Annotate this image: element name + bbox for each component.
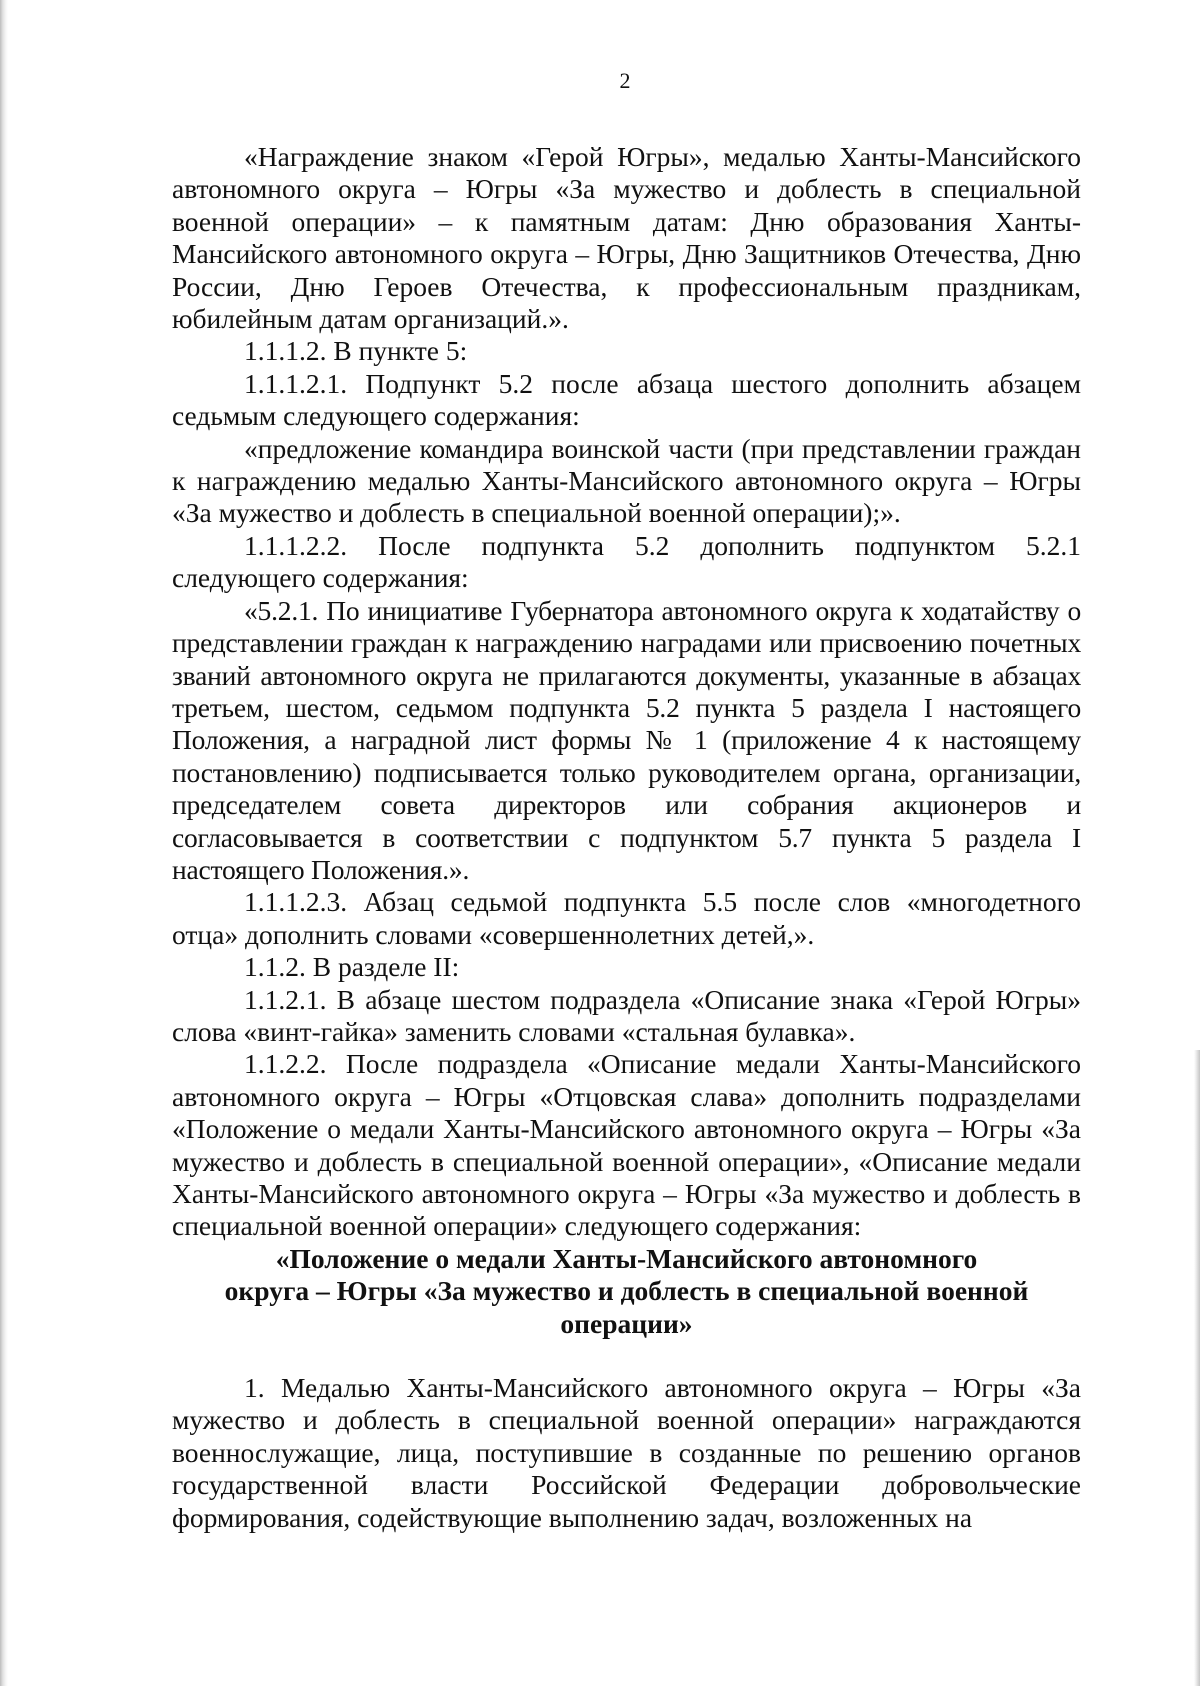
section-heading-line-1: «Положение о медали Ханты-Мансийского автономного	[275, 1242, 978, 1274]
paragraph-1-1-2-2: 1.1.2.2. После подраздела «Описание медали Ханты-Мансийского автономного округа – Югры «Отцовская слава» дополнить подразделами «Положение о медали Ханты-Мансийского автономного округа – Югры «За мужество и доблесть в специальной военной операции», «Описание медали Ханты-Мансийского автономного округа – Югры «За мужество и доблесть в специальной военной операции» следующего содержания:	[172, 1048, 1081, 1242]
heading-spacer	[172, 1340, 1081, 1372]
section-heading-line-3: операции»	[560, 1307, 693, 1339]
paragraph-medal-recipients: 1. Медалью Ханты-Мансийского автономного округа – Югры «За мужество и доблесть в специальной военной операции» награждаются военнослужащие, лица, поступившие в созданные по решению органов государственной власти Российской Федерации добровольческие формирования, содействующие выполнению задач, возложенных на	[172, 1372, 1081, 1533]
paragraph-1-1-2: 1.1.2. В разделе II:	[244, 951, 460, 983]
paragraph-1-1-1-2: 1.1.1.2. В пункте 5:	[244, 335, 468, 367]
scan-edge-right	[1194, 1050, 1200, 1686]
section-heading	[172, 1243, 1081, 1340]
document-body	[172, 141, 1081, 1534]
section-heading-line-2: округа – Югры «За мужество и доблесть в специальной военной	[224, 1275, 1029, 1307]
paragraph-commander-proposal: «предложение командира воинской части (при представлении граждан к награждению медалью Ханты-Мансийского автономного округа – Югры «За мужество и доблесть в специальной военной операции);».	[172, 432, 1081, 529]
paragraph-award-dates: «Награждение знаком «Герой Югры», медалью Ханты-Мансийского автономного округа – Югры «За мужество и доблесть в специальной военной операции» – к памятным датам: Дню образования Ханты-Мансийского автономного округа – Югры, Дню Защитников Отечества, Дню России, Дню Героев Отечества, к профессиональным праздникам, юбилейным датам организаций.».	[172, 141, 1081, 335]
paragraph-1-1-1-2-3: 1.1.1.2.3. Абзац седьмой подпункта 5.5 после слов «многодетного отца» дополнить словами «совершеннолетних детей,».	[172, 886, 1081, 950]
paragraph-1-1-1-2-1: 1.1.1.2.1. Подпункт 5.2 после абзаца шестого дополнить абзацем седьмым следующего содержания:	[172, 367, 1081, 432]
paragraph-1-1-2-1: 1.1.2.1. В абзаце шестом подраздела «Описание знака «Герой Югры» слова «винт-гайка» заменить словами «стальная булавка».	[172, 983, 1081, 1047]
page-number: 2	[619, 68, 631, 93]
paragraph-5-2-1: «5.2.1. По инициативе Губернатора автономного округа к ходатайству о представлении граждан к награждению наградами или присвоению почетных званий автономного округа не прилагаются документы, указанные в абзацах третьем, шестом, седьмом подпункта 5.2 пункта 5 раздела I настоящего Положения, а наградной лист формы № 1 (приложение 4 к настоящему постановлению) подписывается только руководителем органа, организации, председателем совета директоров или собрания акционеров и согласовывается в соответствии с подпунктом 5.7 пункта 5 раздела I настоящего Положения.».	[172, 594, 1081, 885]
scan-edge-left	[0, 0, 8, 1686]
paragraph-1-1-1-2-2: 1.1.1.2.2. После подпункта 5.2 дополнить подпунктом 5.2.1 следующего содержания:	[172, 529, 1081, 594]
